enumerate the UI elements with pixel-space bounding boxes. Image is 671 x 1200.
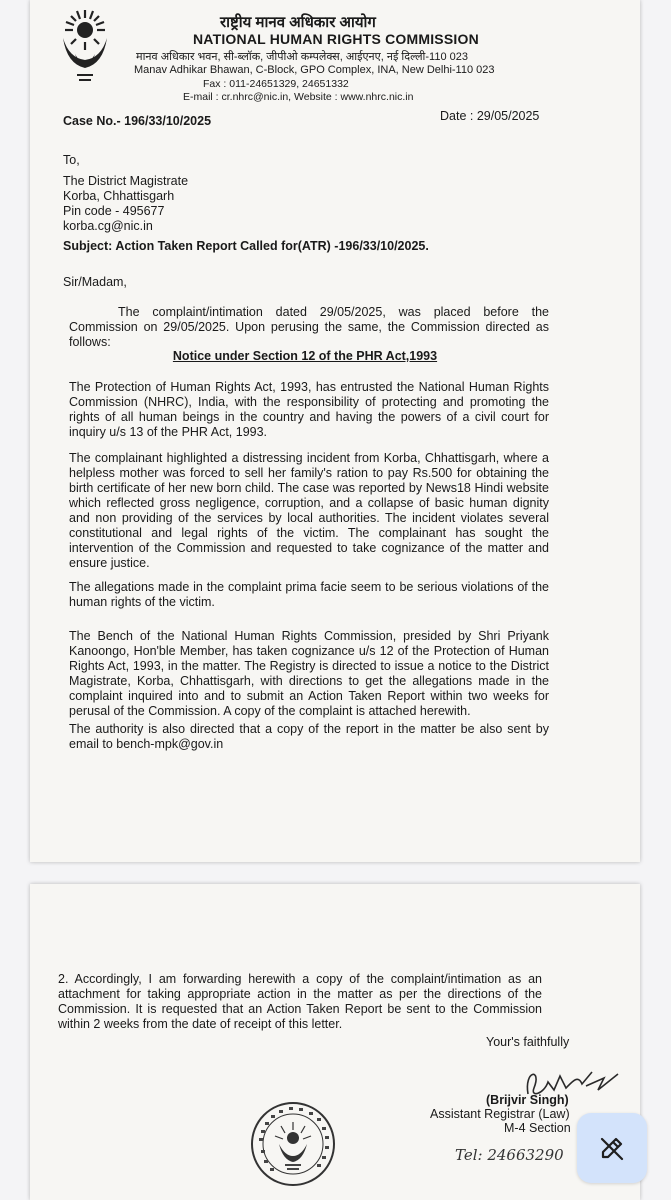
org-name-english: NATIONAL HUMAN RIGHTS COMMISSION	[193, 31, 479, 47]
case-number: Case No.- 196/33/10/2025	[63, 114, 212, 128]
address-hindi: मानव अधिकार भवन, सी-ब्लॉक, जीपीओ कम्पलेक्स, आईएनए, नई दिल्ली-110 023	[136, 51, 468, 63]
recipient-line-2: Korba, Chhattisgarh	[63, 189, 175, 203]
edit-pen-icon	[597, 1133, 627, 1163]
body-paragraph-5: The authority is also directed that a copy of the report in the matter be also sent by email to bench-mpk@gov.in	[69, 722, 549, 751]
nhrc-emblem-icon	[57, 8, 113, 86]
recipient-address	[63, 153, 188, 234]
edit-fab-button[interactable]	[577, 1113, 647, 1183]
closing: Your's faithfully	[486, 1035, 570, 1049]
nhrc-seal-icon	[249, 1100, 337, 1188]
org-name-hindi: राष्ट्रीय मानव अधिकार आयोग	[220, 14, 376, 31]
signer-section: M-4 Section	[504, 1121, 571, 1135]
body-paragraph-1: The Protection of Human Rights Act, 1993, has entrusted the National Human Rights Commission (NHRC), India, with the responsibility of protecting and promoting the rights of all human beings in the country and having the powers of a civil court for inquiry u/s 13 of the PHR Act, 1993.	[69, 380, 549, 439]
letter-date: Date : 29/05/2025	[440, 109, 540, 123]
email-website-line: E-mail : cr.nhrc@nic.in, Website : www.nhrc.nic.in	[183, 91, 414, 103]
salutation: Sir/Madam,	[63, 275, 127, 289]
body-paragraph-3: The allegations made in the complaint prima facie seem to be serious violations of the human rights of the victim.	[69, 580, 549, 609]
recipient-line-3: Pin code - 495677	[63, 204, 165, 218]
recipient-line-4: korba.cg@nic.in	[63, 219, 153, 233]
signer-name: (Brijvir Singh)	[486, 1093, 569, 1107]
forwarding-paragraph: 2. Accordingly, I am forwarding herewith a copy of the complaint/intimation as an attachment for taking appropriate action in the matter as per the directions of the Commission. It is requested that an Action Taken Report be sent to the Commission within 2 weeks from the date of receipt of this letter.	[58, 972, 542, 1031]
intro-paragraph: The complaint/intimation dated 29/05/2025, was placed before the Commission on 29/05/2025. Upon perusing the same, the Commission directed as follows:	[69, 305, 549, 349]
notice-title: Notice under Section 12 of the PHR Act,1993	[172, 349, 438, 363]
body-paragraph-2: The complainant highlighted a distressing incident from Korba, Chhattisgarh, where a helpless mother was forced to sell her family's ration to pay Rs.500 for obtaining the birth certificate of her new born child. The case was reported by News18 Hindi website which reflected gross negligence, corruption, and a collapse of basic human dignity and non providing of the services by local authorities. The incident violates several constitutional and legal rights of the victim. The complainant has sought the intervention of the Commission and requested to take cognizance of the matter and ensure justice.	[69, 451, 549, 570]
body-paragraph-4: The Bench of the National Human Rights Commission, presided by Shri Priyank Kanoongo, Hon'ble Member, has taken cognizance u/s 12 of the Protection of Human Rights Act, 1993, in the matter. The Registry is directed to issue a notice to the District Magistrate, Korba, Chhattisgarh, with directions to get the allegations made in the complaint inquired into and to submit an Action Taken Report within two weeks for perusal of the Commission. A copy of the complaint is attached herewith.	[69, 629, 549, 718]
address-english: Manav Adhikar Bhawan, C-Block, GPO Complex, INA, New Delhi-110 023	[134, 64, 495, 76]
signer-title: Assistant Registrar (Law)	[430, 1107, 570, 1121]
handwritten-telephone: Tel: 24663290	[455, 1146, 564, 1164]
recipient-line-1: The District Magistrate	[63, 174, 189, 188]
to-line: To,	[63, 153, 80, 167]
fax-line: Fax : 011-24651329, 24651332	[203, 78, 349, 90]
subject-line: Subject: Action Taken Report Called for(ATR) -196/33/10/2025.	[63, 239, 429, 253]
